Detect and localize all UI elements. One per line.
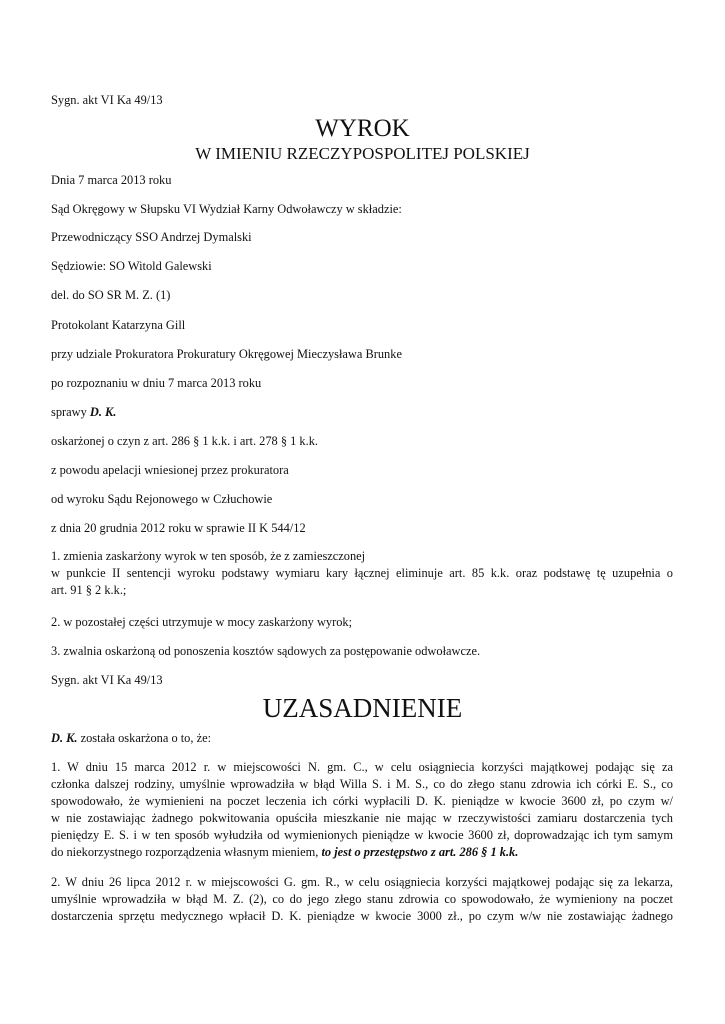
lower-judgment-line: z dnia 20 grudnia 2012 roku w sprawie II K 544/12 [51,521,306,535]
paragraph-text: do niekorzystnego rozporządzenia własnym mieniem, [51,845,322,859]
charge-paragraph-1 [51,759,673,861]
ruling-item-1-line: art. 91 § 2 k.k.; [51,583,127,597]
case-signature: Sygn. akt VI Ka 49/13 [51,93,163,107]
ruling-item-2: 2. w pozostałej części utrzymuje w mocy zaskarżony wyrok; [51,615,353,629]
lower-court-line: od wyroku Sądu Rejonowego w Człuchowie [51,492,273,506]
paragraph-line: pieniędzy E. S. i w ten sposób wyłudziła od wymienionych pieniądze w kwocie 3600 zł, doprowadzając ich tym samym [51,828,673,842]
paragraph-line-last [51,844,673,861]
defendant-name: D. K. [51,731,78,745]
paragraph-line: w nie zostawiając żadnego pokwitowania opuściła mieszkanie nie mając w rzeczywistości zamiaru dostarczenia tych [51,811,673,825]
paragraph-line: umyślnie wprowadziła w błąd M. Z. (2), co do jego złego stanu zdrowia co spowodowało, że wymieniony na poczet [51,892,673,906]
justification-title: UZASADNIENIE [262,693,463,723]
paragraph-line: dostarczenia sprzętu medycznego wpłacił D. K. pieniądze w kwocie 3000 zł., po czym w/w nie zostawiając żadnego [51,909,673,923]
chair-line: Przewodniczący SSO Andrzej Dymalski [51,230,252,244]
judges-line: Sędziowie: SO Witold Galewski [51,259,212,273]
appeal-line: z powodu apelacji wniesionej przez prokuratora [51,463,289,477]
ruling-item-1 [51,548,673,599]
ruling-item-1-line: w punkcie II sentencji wyroku podstawy wymiaru kary łącznej eliminuje art. 85 k.k. oraz podstawę tę uzupełnia o [51,566,673,580]
paragraph-line: 1. W dniu 15 marca 2012 r. w miejscowości N. gm. C., w celu osiągniecia korzyści majątkowej podając się za [51,760,673,774]
judgment-date: Dnia 7 marca 2013 roku [51,173,172,187]
charges-line: oskarżonej o czyn z art. 286 § 1 k.k. i art. 278 § 1 k.k. [51,434,319,448]
judgment-title: WYROK [315,115,410,142]
court-line: Sąd Okręgowy w Słupsku VI Wydział Karny Odwoławczy w składzie: [51,202,402,216]
case-prefix: sprawy [51,405,90,419]
hearing-line: po rozpoznaniu w dniu 7 marca 2013 roku [51,376,262,390]
prosecutor-line: przy udziale Prokuratora Prokuratury Okręgowej Mieczysława Brunke [51,347,402,361]
clerk-line: Protokolant Katarzyna Gill [51,318,186,332]
paragraph-line: członka dalszej rodziny, umyślnie wprowadziła w błąd Willa S. i M. S., co do złego stanu zdrowia ich córki E. S., co [51,777,673,791]
delegate-line: del. do SO SR M. Z. (1) [51,288,171,302]
defendant-name: D. K. [89,405,117,419]
intro-text: została oskarżona o to, że: [77,731,212,745]
paragraph-line: spowodowało, że wymienieni na poczet leczenia ich córki wypłacili D. K. pieniądze w kwocie 3600 zł, po czym w/ [51,794,673,808]
justification-signature: Sygn. akt VI Ka 49/13 [51,673,163,687]
charge-qualification: to jest o przestępstwo z art. 286 § 1 k.k. [321,845,519,859]
ruling-item-3: 3. zwalnia oskarżoną od ponoszenia kosztów sądowych za postępowanie odwoławcze. [51,644,481,658]
justification-intro [51,730,211,746]
ruling-item-1-line: 1. zmienia zaskarżony wyrok w ten sposób, że z zamieszczonej [51,549,366,563]
charge-paragraph-2 [51,874,673,925]
case-line [51,404,116,420]
paragraph-line: 2. W dniu 26 lipca 2012 r. w miejscowości G. gm. R., w celu osiągniecia korzyści majątkowej podając się za lekarza, [51,875,673,889]
judgment-subtitle: W IMIENIU RZECZYPOSPOLITEJ POLSKIEJ [195,144,530,163]
